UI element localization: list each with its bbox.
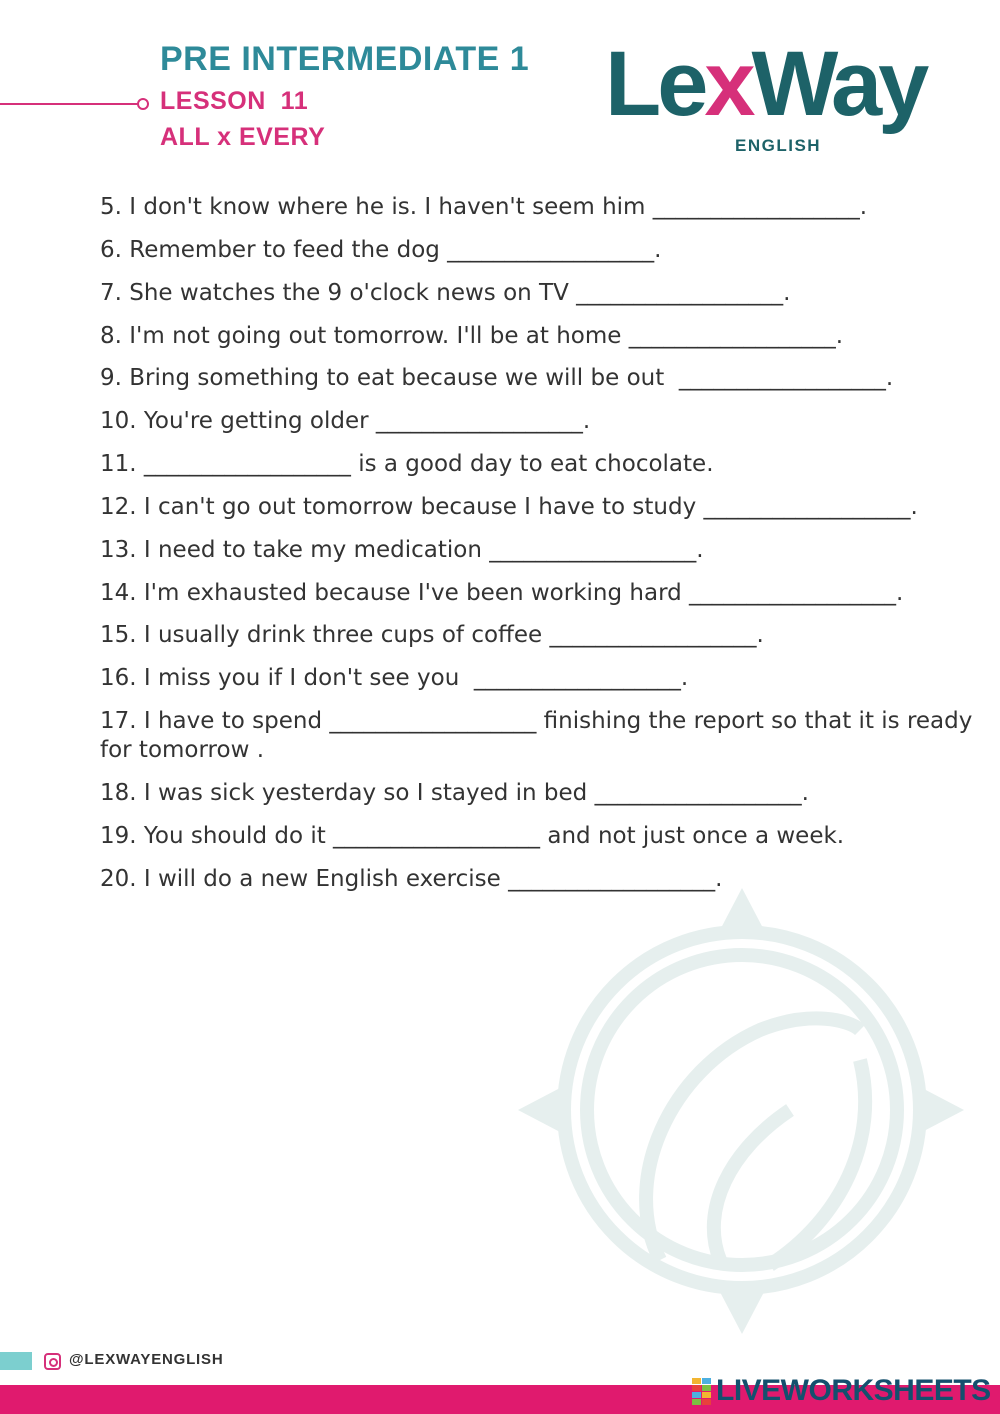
arrow-down-icon [720, 1292, 764, 1334]
footer-accent-tab [0, 1352, 32, 1370]
question-item: 12. I can't go out tomorrow because I have to study __________________. [100, 493, 918, 520]
logo-wordmark [605, 33, 926, 135]
question-item: 7. She watches the 9 o'clock news on TV __________________. [100, 279, 791, 306]
lexway-logo [605, 33, 965, 158]
question-item: 20. I will do a new English exercise __________________. [100, 865, 723, 892]
lesson-topic: ALL x EVERY [160, 123, 326, 151]
logo-word-start: Le [605, 33, 705, 135]
exercise-question-list [100, 193, 980, 908]
question-item: 16. I miss you if I don't see you __________________. [100, 665, 689, 692]
lesson-number: LESSON 11 [160, 87, 309, 115]
watermark-compass-graphic [510, 880, 970, 1340]
question-item: 13. I need to take my medication __________________. [100, 536, 704, 563]
header-accent-line [0, 103, 140, 105]
question-item: 9. Bring something to eat because we will be out __________________. [100, 365, 894, 392]
question-item: 6. Remember to feed the dog __________________. [100, 236, 662, 263]
question-item: 17. I have to spend __________________ finishing the report so that it is ready for tomorrow . [100, 708, 980, 764]
question-item: 15. I usually drink three cups of coffee __________________. [100, 622, 764, 649]
question-item: 10. You're getting older __________________. [100, 408, 591, 435]
logo-subtitle: ENGLISH [735, 136, 822, 155]
liveworksheets-logo-icon [692, 1378, 712, 1406]
question-item: 11. __________________ is a good day to eat chocolate. [100, 451, 714, 478]
question-item: 19. You should do it __________________ and not just once a week. [100, 822, 845, 849]
question-item: 18. I was sick yesterday so I stayed in bed __________________. [100, 779, 809, 806]
arrow-right-icon [922, 1088, 964, 1132]
question-item: 14. I'm exhausted because I've been working hard __________________. [100, 579, 904, 606]
question-item: 8. I'm not going out tomorrow. I'll be at home __________________. [100, 322, 844, 349]
question-item: 5. I don't know where he is. I haven't seem him __________________. [100, 194, 868, 220]
logo-word-end: Way [751, 33, 926, 135]
instagram-handle[interactable]: @LEXWAYENGLISH [69, 1351, 224, 1368]
course-level-title: PRE INTERMEDIATE 1 [160, 40, 530, 78]
instagram-icon[interactable] [44, 1353, 61, 1370]
header-accent-dot [137, 98, 149, 110]
arrow-left-icon [518, 1088, 560, 1132]
liveworksheets-brand[interactable]: LIVEWORKSHEETS [716, 1374, 991, 1407]
logo-word-x: x [704, 33, 752, 135]
